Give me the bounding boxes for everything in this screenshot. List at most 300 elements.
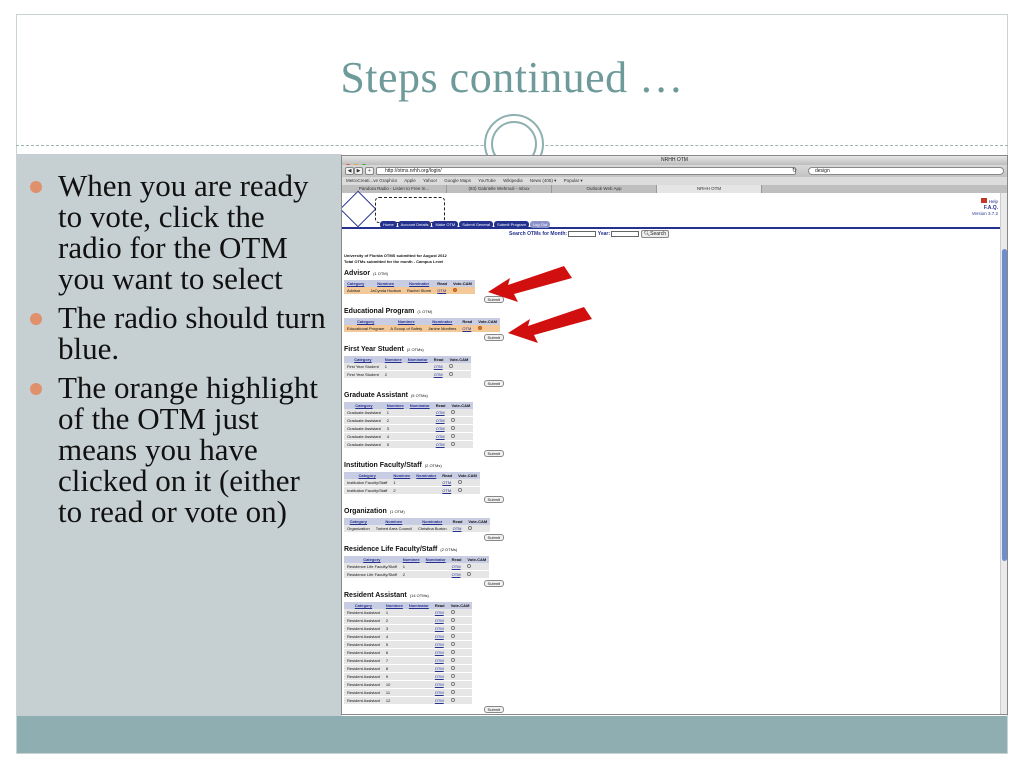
column-header[interactable]: Nominator — [404, 280, 434, 287]
cell-category: Resident Assistant — [344, 665, 383, 673]
read-otm-link[interactable]: OTM — [434, 626, 444, 631]
vote-radio[interactable] — [451, 658, 455, 662]
cell-nominator: Janine Monfires — [425, 325, 459, 333]
header-callout-box — [375, 197, 445, 223]
cell-category: First Year Student — [344, 363, 382, 371]
read-otm-link[interactable]: OTM — [435, 418, 445, 423]
page-scrollbar[interactable] — [1000, 193, 1007, 715]
bookmark-item[interactable]: Popular ▾ — [563, 178, 583, 183]
otm-table — [344, 518, 490, 533]
nav-submit-general[interactable]: Submit General — [459, 221, 493, 228]
bookmark-item[interactable]: MetroCreati...ve Graphics — [346, 178, 398, 183]
read-otm-link[interactable]: OTM — [434, 698, 444, 703]
help-link[interactable]: Help — [988, 199, 998, 204]
bullet-list — [30, 170, 330, 535]
cell-nominee: 4 — [384, 433, 407, 441]
read-otm-link[interactable]: OTM — [434, 618, 444, 623]
cell-read — [432, 657, 448, 665]
table-row[interactable] — [344, 689, 472, 697]
read-otm-link[interactable]: OTM — [434, 682, 444, 687]
column-header[interactable]: Nominator — [423, 556, 449, 563]
help-icon[interactable] — [981, 198, 987, 203]
bullet-item — [30, 170, 330, 294]
cell-read — [433, 441, 449, 449]
bookmarks-bar — [342, 177, 1007, 185]
otm-table — [344, 280, 475, 295]
web-page — [342, 193, 1002, 715]
add-tab-icon[interactable]: + — [365, 167, 374, 175]
cell-nominee: 2 — [383, 617, 406, 625]
browser-tab[interactable]: (83) Gabrielle Wehmuli - Inbox — [447, 185, 552, 193]
column-header[interactable]: Category — [344, 518, 373, 525]
cell-read — [432, 681, 448, 689]
table-row[interactable] — [344, 487, 480, 495]
bullet-item — [30, 372, 330, 527]
back-icon[interactable]: ◀ — [345, 167, 354, 175]
pointer-arrow-icon — [488, 266, 572, 306]
cell-nominee: Torbert Area Council — [373, 525, 415, 533]
column-header[interactable]: Category — [344, 556, 400, 563]
vote-radio[interactable] — [451, 666, 455, 670]
table-row[interactable] — [344, 625, 472, 633]
cell-vote — [448, 625, 473, 633]
column-header[interactable]: Nominee — [384, 402, 407, 409]
read-otm-link[interactable]: OTM — [451, 564, 461, 569]
column-header: Vote-CAM — [448, 402, 473, 409]
column-header[interactable]: Nominee — [382, 356, 405, 363]
cell-read — [432, 665, 448, 673]
cell-category: Graduate Assistant — [344, 409, 384, 417]
cell-vote — [448, 409, 473, 417]
column-header[interactable]: Nominee — [367, 280, 404, 287]
cell-read — [432, 649, 448, 657]
table-row[interactable] — [344, 641, 472, 649]
cell-vote — [448, 665, 473, 673]
cell-nominator — [406, 633, 432, 641]
table-row[interactable] — [344, 633, 472, 641]
slide-title: Steps continued … — [340, 53, 684, 102]
cell-nominator — [406, 681, 432, 689]
cell-nominee: JaCynda Hudson — [367, 287, 404, 295]
vote-radio[interactable] — [467, 564, 471, 568]
table-row[interactable] — [344, 479, 480, 487]
cell-nominator — [407, 409, 433, 417]
vote-radio[interactable] — [451, 650, 455, 654]
table-row[interactable] — [344, 563, 489, 571]
bullet-text: The radio should turn blue. — [58, 300, 326, 366]
cell-vote — [448, 609, 473, 617]
cell-nominator — [406, 697, 432, 705]
browser-tab[interactable]: Outlook Web App — [552, 185, 657, 193]
category-heading: Educational Program (1 OTM) — [344, 308, 433, 315]
cell-vote — [455, 487, 480, 495]
cell-category: Resident Assistant — [344, 641, 383, 649]
cell-nominator — [413, 479, 439, 487]
column-header: Read — [450, 518, 466, 525]
browser-tab-active[interactable]: NRHH OTM — [657, 185, 762, 193]
cell-category: Graduate Assistant — [344, 417, 384, 425]
column-header[interactable]: Category — [344, 402, 384, 409]
bookmark-item[interactable]: Apple — [404, 178, 416, 183]
cell-nominator — [407, 417, 433, 425]
cell-nominee: 1 — [400, 563, 423, 571]
vote-radio[interactable] — [451, 418, 455, 422]
cell-nominee: 3 — [383, 625, 406, 633]
cell-nominee: 5 — [384, 441, 407, 449]
cell-nominator — [406, 665, 432, 673]
column-header[interactable]: Nominee — [383, 602, 406, 609]
cell-category: Residence Life Faculty/Staff — [344, 571, 400, 579]
bullet-dot-icon — [30, 181, 42, 193]
cell-category: Residence Life Faculty/Staff — [344, 563, 400, 571]
cell-category: Institution Faculty/Staff — [344, 487, 390, 495]
browser-window — [341, 155, 1008, 715]
cell-nominator — [406, 673, 432, 681]
read-otm-link[interactable]: OTM — [433, 364, 443, 369]
reload-icon[interactable]: ↻ — [792, 168, 798, 174]
read-otm-link[interactable]: OTM — [437, 288, 447, 293]
cell-nominator — [405, 371, 431, 379]
cell-category: Resident Assistant — [344, 681, 383, 689]
column-header: Vote-CAM — [475, 318, 500, 325]
otm-table — [344, 472, 480, 495]
month-label: Month: — [550, 231, 568, 237]
cell-vote — [464, 563, 489, 571]
cell-vote — [446, 363, 471, 371]
vote-radio[interactable] — [451, 618, 455, 622]
cell-read — [450, 525, 466, 533]
cell-nominator — [406, 657, 432, 665]
table-row[interactable] — [344, 609, 472, 617]
table-row[interactable] — [344, 617, 472, 625]
column-header: Read — [459, 318, 475, 325]
read-otm-link[interactable]: OTM — [442, 480, 452, 485]
column-header: Read — [434, 280, 450, 287]
vote-radio[interactable] — [451, 442, 455, 446]
vote-radio[interactable] — [451, 426, 455, 430]
cell-category: Graduate Assistant — [344, 441, 384, 449]
browser-tab[interactable]: Pandora Radio - Listen to Free In... — [342, 185, 447, 193]
column-header[interactable]: Nominator — [406, 602, 432, 609]
otm-listing — [344, 253, 504, 713]
cell-read — [433, 417, 449, 425]
column-header[interactable]: Category — [344, 356, 382, 363]
bullet-text: When you are ready to vote, click the radio for the OTM you want to select — [58, 168, 309, 296]
cell-nominator: Rachel Storm — [404, 287, 434, 295]
vote-radio[interactable] — [451, 434, 455, 438]
faq-link[interactable]: F.A.Q. — [983, 205, 998, 211]
forward-icon[interactable]: ▶ — [354, 167, 363, 175]
cell-category: Resident Assistant — [344, 633, 383, 641]
cell-nominator — [406, 609, 432, 617]
cell-nominee: A Scoop of Safety — [387, 325, 425, 333]
cell-nominee: 1 — [383, 609, 406, 617]
vote-radio[interactable] — [451, 698, 455, 702]
total-line: Total OTMs submitted for the month - Campus Level — [344, 259, 444, 264]
cell-read — [449, 571, 465, 579]
vote-radio[interactable] — [451, 410, 455, 414]
table-row[interactable] — [344, 665, 472, 673]
cell-category: Educational Program — [344, 325, 387, 333]
cell-category: Resident Assistant — [344, 673, 383, 681]
cell-category: Resident Assistant — [344, 625, 383, 633]
read-otm-link[interactable]: OTM — [435, 410, 445, 415]
cell-nominator — [413, 487, 439, 495]
column-header[interactable]: Category — [344, 280, 367, 287]
cell-read — [439, 479, 455, 487]
column-header: Vote-CAM — [465, 518, 490, 525]
vote-radio[interactable] — [458, 480, 462, 484]
read-otm-link[interactable]: OTM — [434, 658, 444, 663]
cell-nominee: 2 — [400, 571, 423, 579]
column-header[interactable]: Nominator — [405, 356, 431, 363]
column-header[interactable]: Nominee — [387, 318, 425, 325]
cell-nominee: 2 — [390, 487, 413, 495]
vote-radio[interactable] — [451, 674, 455, 678]
cell-category: Resident Assistant — [344, 697, 383, 705]
table-row[interactable] — [344, 409, 473, 417]
cell-read — [431, 363, 447, 371]
table-row[interactable] — [344, 697, 472, 705]
cell-read — [432, 673, 448, 681]
cell-vote — [448, 697, 473, 705]
vote-radio[interactable] — [451, 634, 455, 638]
nav-home[interactable]: Home — [380, 221, 397, 228]
cell-nominee: 11 — [383, 689, 406, 697]
year-select[interactable] — [611, 231, 639, 237]
cell-vote — [448, 417, 473, 425]
cell-nominee: 1 — [384, 409, 407, 417]
cell-nominator — [407, 425, 433, 433]
submit-button[interactable]: Submit — [484, 450, 504, 457]
cell-nominee: 5 — [383, 641, 406, 649]
vote-radio[interactable] — [451, 690, 455, 694]
cell-vote — [448, 425, 473, 433]
vote-radio[interactable] — [478, 326, 482, 330]
cell-vote — [448, 617, 473, 625]
cell-nominee: 6 — [383, 649, 406, 657]
cell-category: Resident Assistant — [344, 609, 383, 617]
otm-table — [344, 318, 500, 333]
cell-nominee: 3 — [384, 425, 407, 433]
category-heading: Graduate Assistant (5 OTMs) — [344, 392, 428, 399]
vote-radio[interactable] — [451, 682, 455, 686]
column-header[interactable]: Nominator — [407, 402, 433, 409]
cell-nominee: 7 — [383, 657, 406, 665]
table-row[interactable] — [344, 681, 472, 689]
cell-vote — [475, 325, 500, 333]
cell-vote — [448, 441, 473, 449]
submit-button[interactable]: Submit — [484, 580, 504, 587]
cell-read — [434, 287, 450, 295]
table-row[interactable] — [344, 363, 471, 371]
column-header: Vote-CAM — [455, 472, 480, 479]
vote-radio[interactable] — [449, 372, 453, 376]
vote-radio[interactable] — [467, 572, 471, 576]
cell-category: Resident Assistant — [344, 689, 383, 697]
bullet-item — [30, 302, 330, 364]
cell-read — [432, 689, 448, 697]
cell-category: First Year Student — [344, 371, 382, 379]
year-label: Year: — [597, 231, 611, 237]
browser-tabs — [342, 185, 1007, 193]
cell-read — [432, 609, 448, 617]
nav-make-otm[interactable]: Make OTM — [432, 221, 458, 228]
table-row[interactable] — [344, 571, 489, 579]
cell-vote — [465, 525, 490, 533]
column-header[interactable]: Nominee — [400, 556, 423, 563]
cell-read — [432, 641, 448, 649]
vote-radio[interactable] — [451, 626, 455, 630]
cell-nominator — [406, 641, 432, 649]
bookmark-item[interactable]: Google Maps — [444, 178, 471, 183]
read-otm-link[interactable]: OTM — [442, 488, 452, 493]
cell-read — [433, 433, 449, 441]
read-otm-link[interactable]: OTM — [434, 666, 444, 671]
cell-nominator: Christina Burton — [415, 525, 450, 533]
submit-button[interactable]: Submit — [484, 706, 504, 713]
otm-table — [344, 602, 472, 705]
column-header[interactable]: Nominator — [415, 518, 450, 525]
cell-nominee: 9 — [383, 673, 406, 681]
column-header: Vote-CAM — [446, 356, 471, 363]
read-otm-link[interactable]: OTM — [435, 434, 445, 439]
browser-search-input[interactable]: design — [808, 167, 1004, 175]
cell-nominee: 2 — [384, 417, 407, 425]
nav-log-out[interactable]: Log Out — [530, 221, 550, 228]
cell-nominee: 2 — [382, 371, 405, 379]
bookmark-item[interactable]: Wikipedia — [503, 178, 523, 183]
scrollbar-thumb[interactable] — [1002, 249, 1007, 561]
column-header: Read — [432, 602, 448, 609]
cell-vote — [448, 673, 473, 681]
cell-nominee: 1 — [382, 363, 405, 371]
submit-button[interactable]: Submit — [484, 334, 504, 341]
cell-nominee: 4 — [383, 633, 406, 641]
cell-vote — [448, 681, 473, 689]
table-row[interactable] — [344, 417, 473, 425]
cell-read — [449, 563, 465, 571]
vote-radio[interactable] — [451, 642, 455, 646]
read-otm-link[interactable]: OTM — [452, 526, 462, 531]
read-otm-link[interactable]: OTM — [434, 650, 444, 655]
otm-table — [344, 402, 473, 449]
read-otm-link[interactable]: OTM — [462, 326, 472, 331]
table-row[interactable] — [344, 673, 472, 681]
column-header[interactable]: Category — [344, 602, 383, 609]
cell-nominator — [423, 563, 449, 571]
cell-nominator — [423, 571, 449, 579]
column-header: Read — [433, 402, 449, 409]
table-row[interactable] — [344, 441, 473, 449]
cell-nominee: 1 — [390, 479, 413, 487]
column-header[interactable]: Nominee — [373, 518, 415, 525]
cell-nominator — [406, 617, 432, 625]
site-header — [342, 193, 1002, 229]
help-area — [972, 198, 998, 217]
bookmark-item[interactable]: Yahoo! — [422, 178, 437, 183]
column-header[interactable]: Nominator — [425, 318, 459, 325]
otm-table — [344, 356, 471, 379]
nrhh-logo-icon — [341, 191, 376, 228]
column-header[interactable]: Category — [344, 472, 390, 479]
cell-nominator — [407, 433, 433, 441]
column-header[interactable]: Category — [344, 318, 387, 325]
table-row[interactable] — [344, 657, 472, 665]
cell-category: Institution Faculty/Staff — [344, 479, 390, 487]
cell-category: Graduate Assistant — [344, 433, 384, 441]
otm-table — [344, 556, 489, 579]
bookmark-item[interactable]: News (405) ▾ — [529, 178, 557, 183]
address-bar[interactable]: http://otms.nrhh.org/login/ — [376, 167, 796, 175]
submit-button[interactable]: Submit — [484, 380, 504, 387]
univ-line: University of Florida OTMS submitted for August 2012 — [344, 253, 447, 258]
cell-vote — [448, 689, 473, 697]
month-select[interactable] — [568, 231, 596, 237]
table-row[interactable] — [344, 325, 500, 333]
cell-category: Graduate Assistant — [344, 425, 384, 433]
read-otm-link[interactable]: OTM — [435, 442, 445, 447]
cell-category: Advisor — [344, 287, 367, 295]
site-nav — [380, 221, 551, 228]
cell-nominee: 12 — [383, 697, 406, 705]
cell-vote — [455, 479, 480, 487]
column-header: Vote-CAM — [448, 602, 473, 609]
bookmark-item[interactable]: YouTube — [478, 178, 496, 183]
submit-button[interactable]: Submit — [484, 296, 504, 303]
category-heading: Resident Assistant (14 OTMs) — [344, 592, 429, 599]
cell-nominator — [406, 625, 432, 633]
table-row[interactable] — [344, 649, 472, 657]
cell-vote — [448, 641, 473, 649]
vote-radio[interactable] — [468, 526, 472, 530]
read-otm-link[interactable]: OTM — [434, 634, 444, 639]
table-row[interactable] — [344, 425, 473, 433]
read-otm-link[interactable]: OTM — [433, 372, 443, 377]
column-header[interactable]: Nominator — [413, 472, 439, 479]
submit-button[interactable]: Submit — [484, 534, 504, 541]
nav-submit-program[interactable]: Submit Program — [494, 221, 529, 228]
vote-radio[interactable] — [451, 610, 455, 614]
read-otm-link[interactable]: OTM — [451, 572, 461, 577]
table-row[interactable] — [344, 525, 490, 533]
submit-button[interactable]: Submit — [484, 496, 504, 503]
vote-radio[interactable] — [458, 488, 462, 492]
vote-radio[interactable] — [449, 364, 453, 368]
read-otm-link[interactable]: OTM — [435, 426, 445, 431]
pointer-arrow-icon — [508, 307, 592, 347]
footer-band — [17, 716, 1007, 753]
column-header: Vote-CAM — [450, 280, 475, 287]
read-otm-link[interactable]: OTM — [434, 642, 444, 647]
search-button[interactable]: 🔍︎Search — [641, 230, 669, 238]
read-otm-link[interactable]: OTM — [434, 610, 444, 615]
table-row[interactable] — [344, 371, 471, 379]
read-otm-link[interactable]: OTM — [434, 674, 444, 679]
table-row[interactable] — [344, 287, 475, 295]
cell-category: Resident Assistant — [344, 649, 383, 657]
vote-radio[interactable] — [453, 288, 457, 292]
cell-nominator — [406, 689, 432, 697]
bullet-text: The orange highlight of the OTM just means you have clicked on it (either to read or vote on) — [58, 370, 318, 529]
read-otm-link[interactable]: OTM — [434, 690, 444, 695]
cell-vote — [450, 287, 475, 295]
table-row[interactable] — [344, 433, 473, 441]
column-header[interactable]: Nominee — [390, 472, 413, 479]
cell-read — [433, 425, 449, 433]
cell-vote — [464, 571, 489, 579]
nav-account-details[interactable]: Account Details — [398, 221, 432, 228]
